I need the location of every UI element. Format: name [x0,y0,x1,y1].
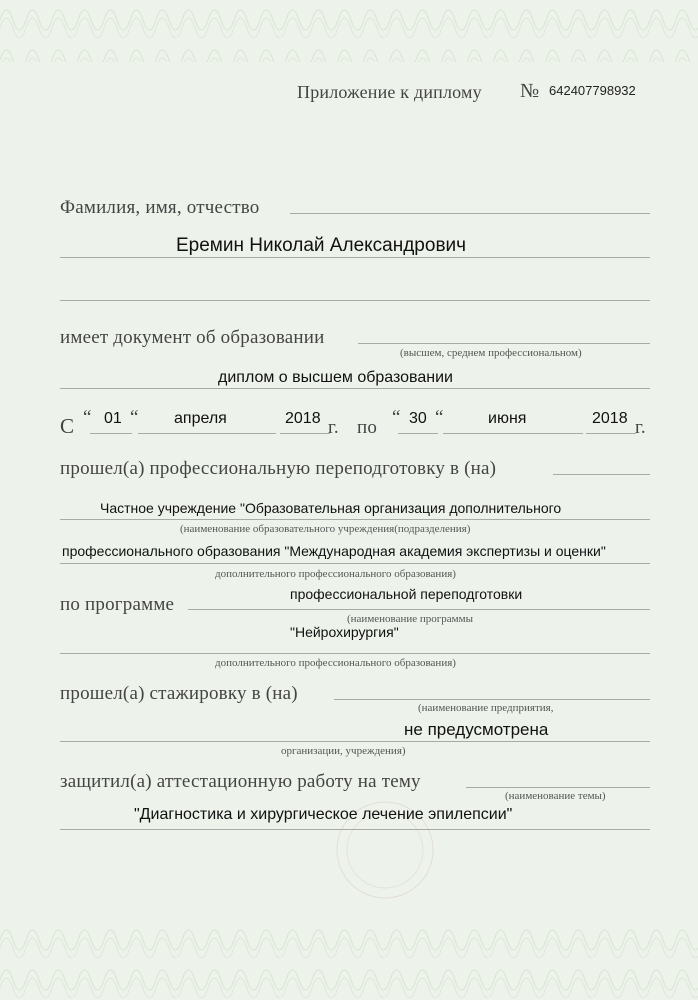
education-label: имеет документ об образовании [60,327,325,348]
from-day-rule [90,433,132,434]
program-hint-1: (наименование программы [347,613,473,625]
fio-rule-1 [290,213,650,214]
to-year-suffix: г. [635,417,646,438]
retraining-rule-3 [60,563,650,564]
internship-value: не предусмотрена [404,720,549,739]
retraining-rule-1 [553,474,650,475]
thesis-rule-1 [466,787,650,788]
to-open-quote: “ [392,407,401,428]
to-month: июня [488,410,527,427]
internship-hint-2: организации, учреждения) [281,745,406,757]
education-rule-2 [60,388,650,389]
retraining-rule-2 [60,519,650,520]
internship-hint-1: (наименование предприятия, [418,702,554,714]
to-day-rule [398,433,438,434]
retraining-org-line1: Частное учреждение "Образовательная организация дополнительного [100,500,562,516]
program-rule-1 [188,609,650,610]
to-year: 2018 [592,410,628,427]
from-year-rule [280,433,330,434]
internship-label: прошел(а) стажировку в (на) [60,683,298,704]
program-hint-2: дополнительного профессионального образования) [215,657,456,669]
from-month-rule [138,433,276,434]
to-day: 30 [409,410,427,427]
diploma-number: 642407798932 [549,83,636,98]
from-open-quote: “ [83,407,92,428]
number-sign: № [520,80,540,102]
thesis-label: защитил(а) аттестационную работу на тему [60,771,421,792]
program-label: по программе [60,594,175,615]
retraining-org-line2: профессионального образования "Международная академия экспертизы и оценки" [62,543,606,559]
retraining-label: прошел(а) профессиональную переподготовку в (на) [60,458,497,479]
fio-rule-3 [60,300,650,301]
thesis-hint: (наименование темы) [505,790,606,802]
from-year: 2018 [285,410,321,427]
retraining-hint1: (наименование образовательного учреждения(подразделения) [180,523,471,535]
from-month: апреля [174,410,227,427]
from-year-suffix: г. [328,417,339,438]
internship-rule-2 [60,741,650,742]
appendix-title: Приложение к диплому [297,82,482,102]
program-value-1: профессиональной переподготовки [290,586,523,602]
program-value-2: "Нейрохирургия" [290,624,399,640]
thesis-value: "Диагностика и хирургическое лечение эпилепсии" [134,806,513,823]
program-rule-2 [60,653,650,654]
fio-value: Еремин Николай Александрович [176,235,467,256]
to-year-rule [586,433,636,434]
period-from-prefix: С [60,414,75,438]
thesis-rule-2 [60,829,650,830]
fio-label: Фамилия, имя, отчество [60,197,260,218]
education-hint: (высшем, среднем профессиональном) [400,347,582,359]
internship-rule-1 [334,699,650,700]
fio-rule-2 [60,257,650,258]
from-day: 01 [104,410,122,427]
to-close-quote: “ [435,407,444,428]
from-close-quote: “ [130,407,139,428]
education-rule-1 [358,343,650,344]
education-value: диплом о высшем образовании [218,369,453,386]
retraining-hint2: дополнительного профессионального образования) [215,568,456,580]
to-month-rule [443,433,583,434]
to-word: по [357,417,378,438]
